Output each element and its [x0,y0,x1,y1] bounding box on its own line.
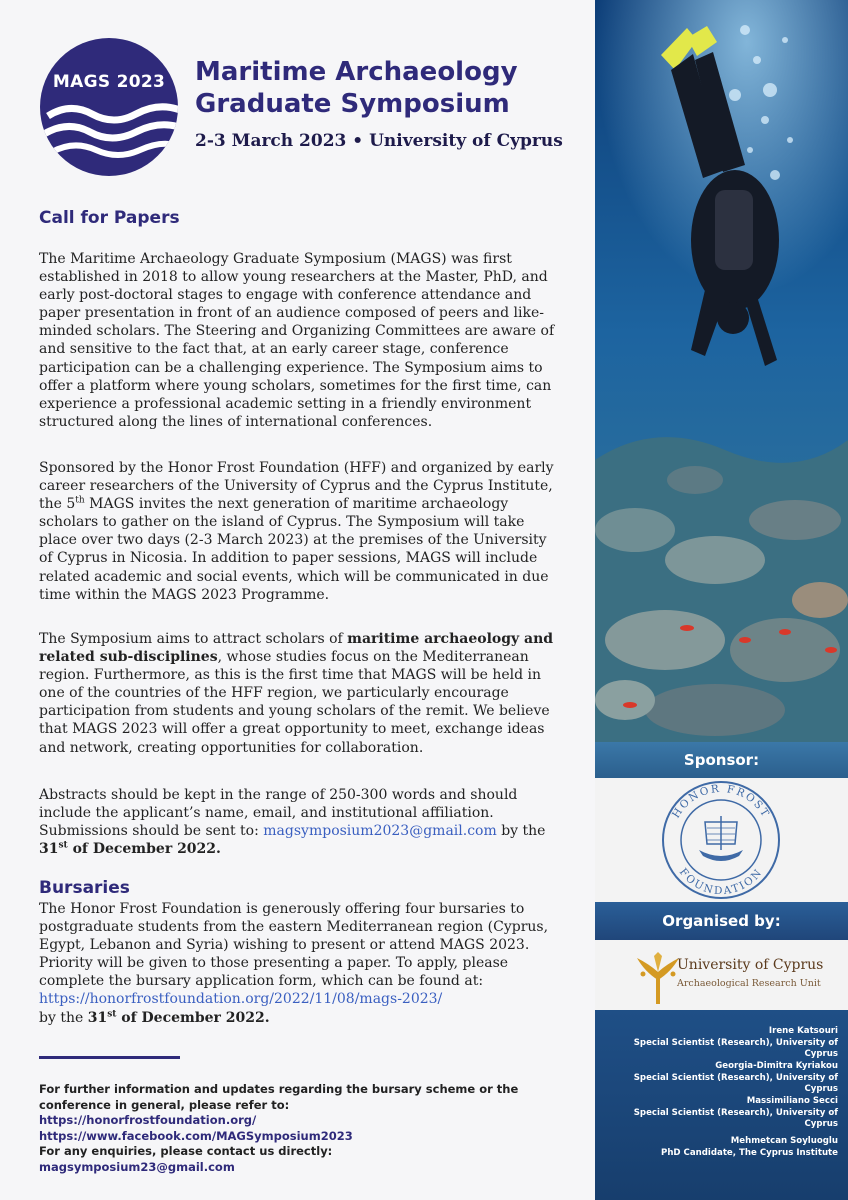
paragraph-bursaries [39,900,561,1027]
superscript: th [75,495,85,506]
svg-text:FOUNDATION: FOUNDATION [676,866,766,898]
wave-icon [40,38,178,176]
footer-text: For any enquiries, please contact us directly: [39,1144,333,1159]
text-segment: by the [496,823,546,840]
deadline-day: 31 [39,841,59,858]
facebook-link[interactable]: https://www.facebook.com/MAGSymposium2023 [39,1128,353,1143]
deadline-day: 31 [87,1009,108,1026]
logo-text: MAGS 2023 [52,72,166,92]
bursary-form-link[interactable]: https://honorfrostfoundation.org/2022/11/08/mags-2023/ [39,991,443,1008]
organiser-role: Special Scientist (Research), University of Cyprus [633,1107,838,1129]
sponsor-logo-area [595,778,848,902]
call-for-papers-heading: Call for Papers [39,208,180,228]
ucy-name: University of Cyprus [677,957,824,973]
paragraph-abstracts [39,786,561,858]
organisers-list [595,1010,848,1200]
organiser-entry [598,1026,838,1061]
underwater-image [595,0,848,742]
paragraph-sponsorship [39,459,561,604]
organiser-entry [598,1136,838,1159]
text-segment: MAGS invites the next generation of maritime archaeology scholars to gather on the island of Cyprus. The Symposium will take place over two days (2-3 March 2023) at the premises of the University of Cyprus in Nicosia. In addition to paper sessions, MAGS will include related academic and social events, which will be communicated in due time within the MAGS 2023 Programme. [39,496,549,603]
text-segment: The Honor Frost Foundation is generously offering four bursaries to postgraduate students from the eastern Mediterranean region (Cyprus, Egypt, Lebanon and Syria) wishing to present or attend MAGS 2023. Priority will be given to those presenting a paper. To apply, please complete the bursary application form, which can be found at: [39,901,549,990]
ucy-logo-area [595,940,848,1010]
svg-text:HONOR FROST: HONOR FROST [670,782,772,821]
organiser-entry [598,1061,838,1096]
contact-email-link[interactable]: magsymposium23@gmail.com [39,1159,235,1174]
sponsor-label: Sponsor: [595,742,848,778]
title-line-1: Maritime Archaeology [195,57,518,87]
organiser-role: PhD Candidate, The Cyprus Institute [661,1147,838,1158]
organiser-role: Special Scientist (Research), University of Cyprus [633,1037,838,1059]
paragraph-intro: The Maritime Archaeology Graduate Symposium (MAGS) was first established in 2018 to allow young researchers at the Master, PhD, and early post-doctoral stages to engage with conference attendance and paper presentation in front of an audience composed of peers and like-minded scholars. The Steering and Organizing Committees are aware of and sensitive to the fact that, at an early career stage, conference participation can be a challenging experience. The Symposium aims to offer a platform where young scholars, sometimes for the first time, can experience a professional academic setting in a friendly environment structured along the lines of international conferences. [39,251,555,430]
emphasis-text: maritime archaeology and related sub-disciplines [39,631,554,666]
page-title [195,56,518,120]
superscript: st [58,840,68,851]
organiser-name: Irene Katsouri [768,1026,838,1036]
ucy-emblem-icon [623,942,693,1012]
superscript: st [107,1008,117,1019]
ucy-unit: Archaeological Research Unit [677,978,821,989]
submission-email-link[interactable]: magsymposium2023@gmail.com [263,823,497,840]
organiser-entry [598,1096,838,1131]
organiser-name: Mehmetcan Soyluoglu [730,1136,838,1146]
footer-contact [39,1082,559,1176]
mags-logo [40,38,178,176]
organised-by-label: Organised by: [595,902,848,940]
text-segment: Abstracts should be kept in the range of 250-300 words and should include the applicant’s name, email, and institutional affiliation. Submissions should be sent to: [39,787,518,840]
sidebar [595,0,848,1200]
text-segment: by the [39,1009,88,1026]
honor-frost-seal-icon [595,778,848,902]
hff-website-link[interactable]: https://honorfrostfoundation.org/ [39,1113,257,1128]
event-date-location: 2-3 March 2023 • University of Cyprus [195,131,563,151]
diver-photo [595,0,848,742]
bursaries-heading: Bursaries [39,878,130,898]
deadline-rest: of December 2022. [116,1009,270,1026]
title-line-2: Graduate Symposium [195,89,510,119]
organiser-name: Massimiliano Secci [746,1096,838,1106]
text-segment: , whose studies focus on the Mediterranean region. Furthermore, as this is the first time that MAGS will be held in one of the countries of the HFF region, we particularly encourage participation from students and young scholars of the remit. We believe that MAGS 2023 will offer a great opportunity to meet, exchange ideas and network, creating opportunities for collaboration. [39,649,550,756]
paragraph-scope [39,630,561,757]
organiser-name: Georgia-Dimitra Kyriakou [715,1061,838,1071]
text-segment: The Symposium aims to attract scholars of [39,631,348,647]
footer-text: For further information and updates regarding the bursary scheme or the conference in general, please refer to: [39,1082,519,1112]
deadline-rest: of December 2022. [67,841,221,858]
divider [39,1056,180,1059]
text-segment: Sponsored by the Honor Frost Foundation (HFF) and organized by early career researchers of the University of Cyprus and the Cyprus Institute, the 5 [39,460,554,513]
organiser-role: Special Scientist (Research), University of Cyprus [633,1072,838,1094]
